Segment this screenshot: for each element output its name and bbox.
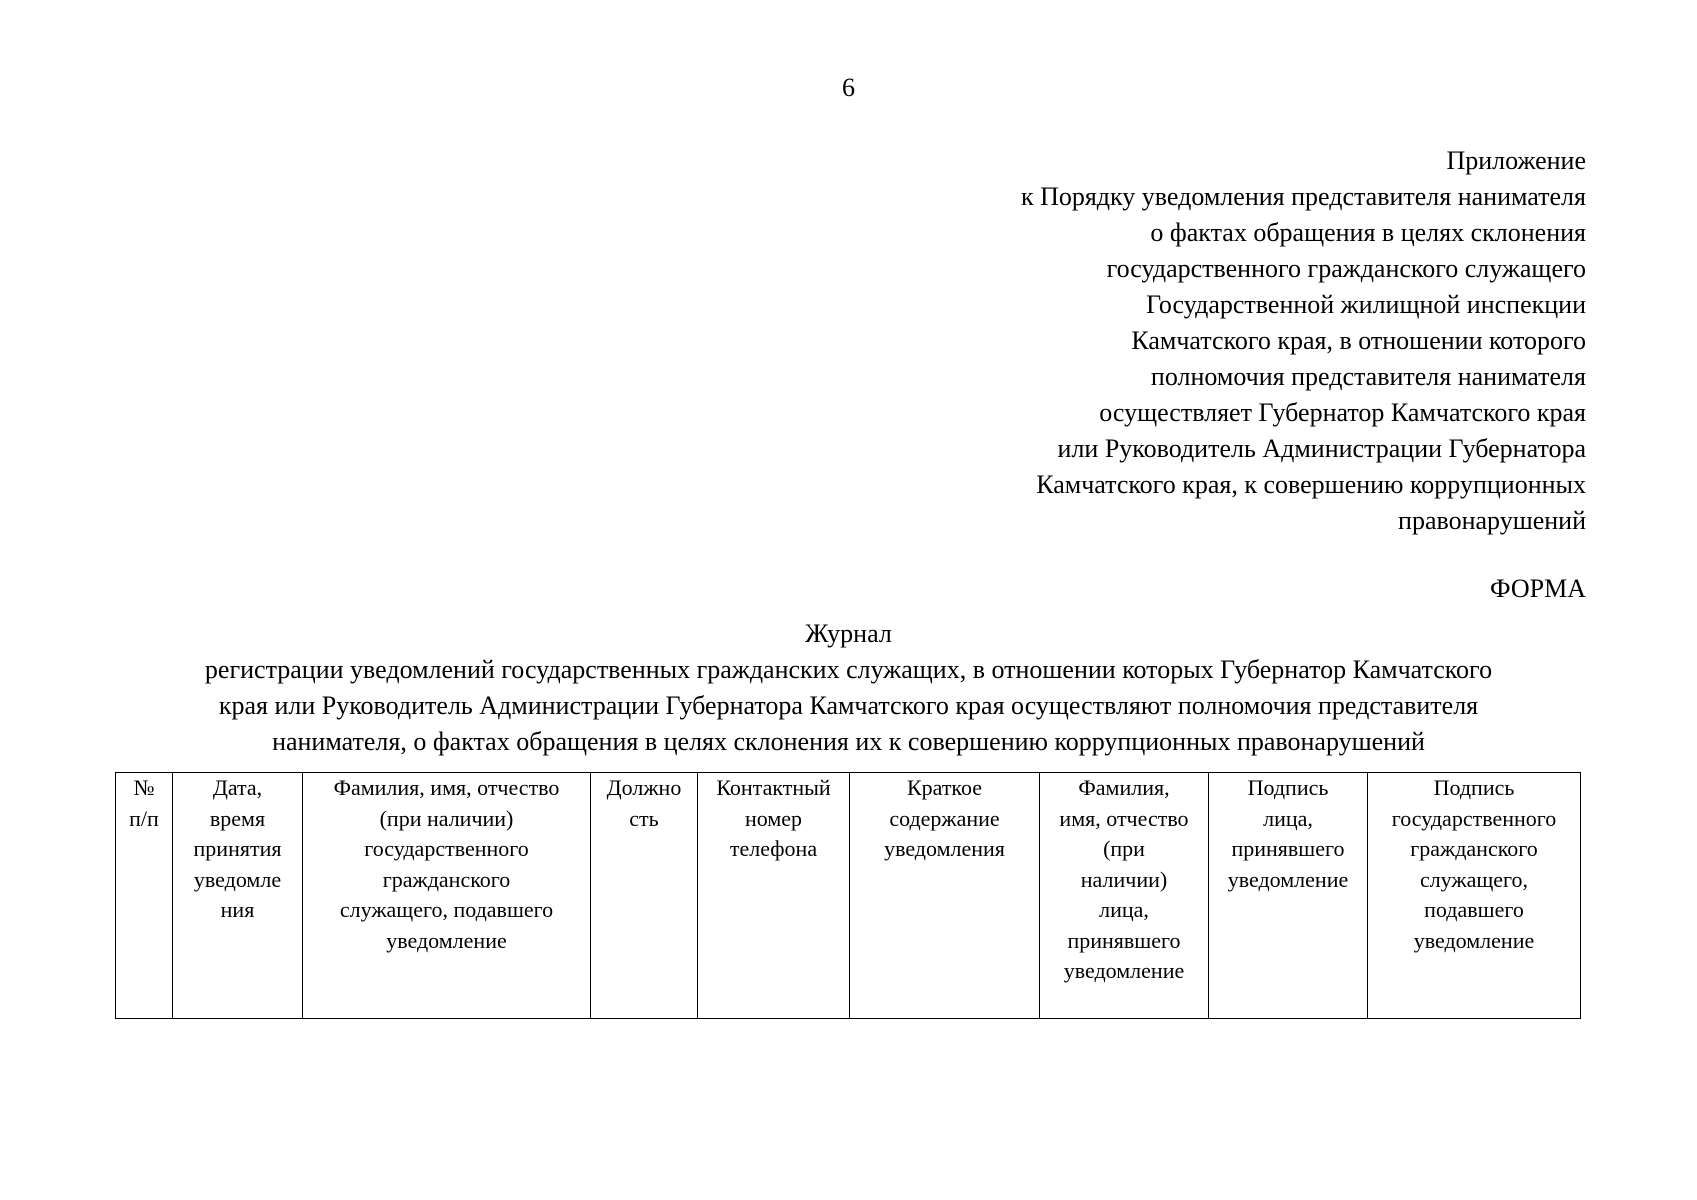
journal-table [115, 772, 1581, 1019]
appendix-line: Государственной жилищной инспекции [1146, 290, 1586, 319]
column-header-date: Дата, время принятия уведомле ния [173, 773, 303, 1019]
appendix-line: о фактах обращения в целях склонения [1150, 218, 1586, 247]
column-header-summary: Краткое содержание уведомления [850, 773, 1040, 1019]
column-header-position: Должно сть [591, 773, 698, 1019]
journal-title: Журнал [805, 619, 892, 648]
journal-subtitle-line: нанимателя, о фактах обращения в целях склонения их к совершению коррупционных правонарушений [272, 727, 1425, 756]
form-label: ФОРМА [1490, 574, 1586, 603]
appendix-line: осуществляет Губернатор Камчатского края [1099, 398, 1586, 427]
appendix-heading: Приложение [1446, 146, 1586, 175]
page-number: 6 [842, 73, 855, 102]
column-header-number: № п/п [116, 773, 173, 1019]
appendix-line: Камчатского края, к совершению коррупционных [1036, 470, 1586, 499]
column-header-receiver-name: Фамилия, имя, отчество (при наличии) лица, принявшего уведомление [1040, 773, 1209, 1019]
appendix-line: к Порядку уведомления представителя нанимателя [1020, 182, 1586, 211]
column-header-phone: Контактный номер телефона [698, 773, 850, 1019]
journal-subtitle-line: регистрации уведомлений государственных гражданских служащих, в отношении которых Губернатор Камчатского [204, 655, 1493, 684]
appendix-line: или Руководитель Администрации Губернатора [1057, 434, 1586, 463]
journal-subtitle [100, 652, 1597, 760]
appendix-line: государственного гражданского служащего [1106, 254, 1586, 283]
appendix-line: полномочия представителя нанимателя [1150, 362, 1586, 391]
appendix-block [686, 143, 1586, 539]
appendix-line: правонарушений [1398, 506, 1586, 535]
column-header-receiver-signature: Подпись лица, принявшего уведомление [1209, 773, 1368, 1019]
journal-subtitle-line: края или Руководитель Администрации Губернатора Камчатского края осуществляют полномочия представителя [218, 691, 1479, 720]
table-header-row [116, 773, 1581, 1019]
column-header-employee-signature: Подпись государственного гражданского служащего, подавшего уведомление [1368, 773, 1581, 1019]
appendix-line: Камчатского края, в отношении которого [1131, 326, 1586, 355]
column-header-employee-name: Фамилия, имя, отчество (при наличии) государственного гражданского служащего, подавшего уведомление [303, 773, 591, 1019]
